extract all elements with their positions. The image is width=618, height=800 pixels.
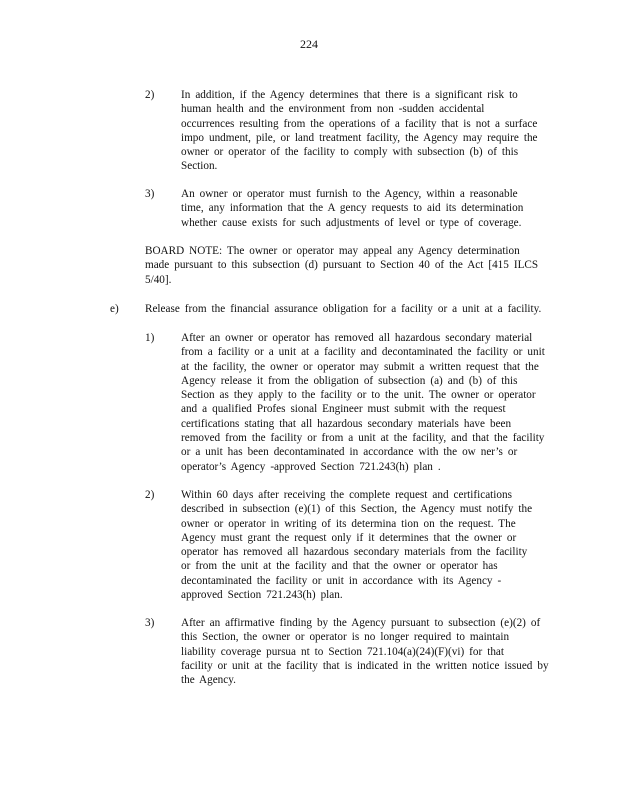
item-number: 2) [145,89,155,101]
text-line: human health and the environment from non -sudden accidental [181,103,485,116]
item-e1-paragraph [181,331,545,474]
text-line: operator has removed all hazardous secondary materials from the facility [181,546,528,559]
page-number: 224 [300,37,318,51]
section-label: e) [110,303,119,315]
text-line: whether cause exists for such adjustments of level or type of coverage. [181,216,522,229]
text-line: liability coverage pursua nt to Section 721.104(a)(24)(F)(vi) for that [181,645,504,658]
text-line: this Section, the owner or operator is no longer required to maintain [181,631,510,644]
text-line: Section as they apply to the facility or to the unit. The owner or operator [181,389,536,402]
text-line: removed from the facility or from a unit at the facility, and that the facility [181,432,545,445]
text-line: After an affirmative finding by the Agency pursuant to subsection (e)(2) of [181,617,541,629]
text-line: from a facility or a unit at a facility and decontaminated the facility or unit [181,346,545,359]
text-line: decontaminated the facility or unit in accordance with its Agency - [181,574,502,587]
text-line: Within 60 days after receiving the complete request and certifications [181,489,512,501]
text-line: made pursuant to this subsection (d) pursuant to Section 40 of the Act [415 ILCS [145,259,539,272]
item-number: 1) [145,332,155,344]
text-line: at the facility, the owner or operator may submit a written request that the [181,360,539,373]
item-e2-paragraph [181,488,537,602]
text-line: Agency must grant the request only if it determines that the owner or [181,531,517,544]
item-number: 3) [145,188,155,200]
text-line: approved Section 721.243(h) plan. [181,589,343,602]
item-d2-paragraph [181,88,537,174]
text-line: 5/40]. [145,273,172,286]
text-line: occurrences resulting from the operations of a facility that is not a surface [181,117,538,130]
text-line: impo undment, pile, or land treatment facility, the Agency may require the [181,131,538,144]
text-line: time, any information that the A gency requests to aid its determination [181,202,524,215]
section-e-heading [145,302,545,316]
text-line: the Agency. [181,674,236,687]
text-line: Section. [181,160,218,173]
text-line: or a unit has been decontaminated in accordance with the ow ner’s or [181,446,518,459]
text-line: An owner or operator must furnish to the Agency, within a reasonable [181,188,518,200]
item-number: 3) [145,617,155,629]
item-d3-paragraph [181,187,537,230]
text-line: Agency release it from the obligation of subsection (a) and (b) of this [181,374,518,387]
text-line: owner or operator in writing of its determina tion on the request. The [181,517,516,530]
text-line: or from the unit at the facility and that the owner or operator has [181,560,498,573]
text-line: facility or unit at the facility that is indicated in the written notice issued by [181,659,549,672]
text-line: BOARD NOTE: The owner or operator may appeal any Agency determination [145,245,520,257]
text-line: certifications stating that all hazardous secondary materials have been [181,417,512,430]
text-line: operator’s Agency -approved Section 721.243(h) plan . [181,460,441,473]
text-line: Release from the financial assurance obligation for a facility or a unit at a facility. [145,303,542,315]
text-line: described in subsection (e)(1) of this Section, the Agency must notify the [181,503,533,516]
board-note [145,244,537,287]
item-number: 2) [145,489,155,501]
text-line: and a qualified Profes sional Engineer must submit with the request [181,403,506,416]
text-line: In addition, if the Agency determines that there is a significant risk to [181,89,518,101]
text-line: After an owner or operator has removed all hazardous secondary material [181,332,533,344]
text-line: owner or operator of the facility to comply with subsection (b) of this [181,146,519,159]
item-e3-paragraph [181,616,549,687]
